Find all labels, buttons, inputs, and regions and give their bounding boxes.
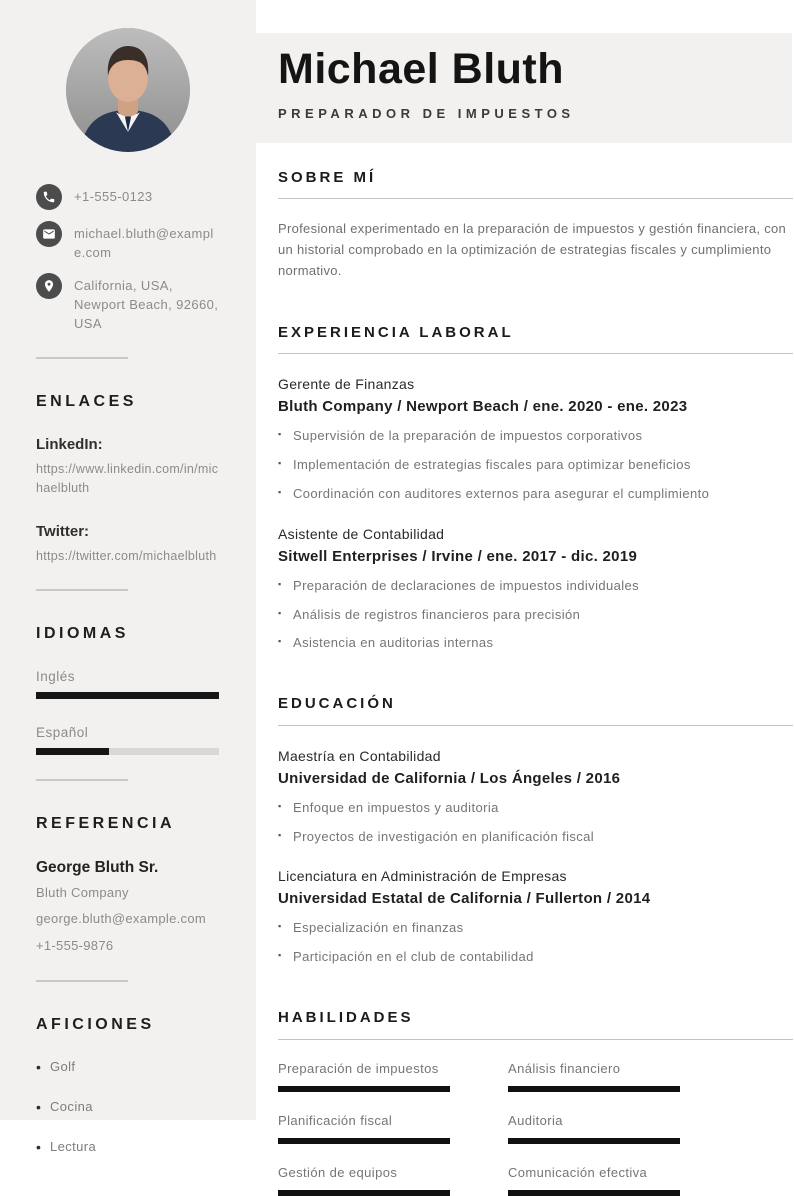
language-name: Inglés (36, 669, 76, 685)
hobby-item: • Golf (36, 1059, 219, 1074)
language-item (36, 669, 219, 699)
phone-icon (36, 184, 62, 210)
skill-level-bar (278, 1086, 450, 1092)
hobby-item: • Lectura (36, 1139, 219, 1154)
skill-name: Preparación de impuestos (278, 1060, 439, 1076)
skill-item (278, 1165, 508, 1196)
skill-name: Comunicación efectiva (508, 1164, 648, 1180)
link-item-twitter (36, 523, 219, 566)
section-rule (278, 353, 793, 354)
degree-bullet: ▪ Participación en el club de contabilidad (278, 948, 793, 967)
job-bullet-list (278, 577, 793, 654)
skill-level-fill (278, 1190, 450, 1196)
job-bullet: ▪ Implementación de estrategias fiscales para optimizar beneficios (278, 456, 793, 475)
education-heading: EDUCACIÓN (278, 695, 396, 713)
hobby-list (36, 1059, 219, 1154)
language-name: Español (36, 725, 89, 741)
skill-item (508, 1113, 738, 1144)
skill-item (278, 1113, 508, 1144)
linkedin-label: LinkedIn: (36, 436, 103, 453)
language-level-bar (36, 748, 219, 755)
skill-level-fill (508, 1138, 680, 1144)
phone-number: +1-555-0123 (74, 189, 153, 204)
twitter-label: Twitter: (36, 522, 90, 540)
job-meta: Bluth Company / Newport Beach / ene. 2020 - ene. 2023 (278, 398, 688, 416)
language-level-fill (36, 692, 219, 699)
job-entry (278, 526, 793, 654)
job-title-text: Gerente de Finanzas (278, 376, 415, 393)
skills-grid (278, 1040, 793, 1196)
skill-name: Gestión de equipos (278, 1164, 398, 1180)
reference-heading: REFERENCIA (36, 815, 176, 833)
skill-level-bar (278, 1190, 450, 1196)
skills-heading: HABILIDADES (278, 1009, 414, 1027)
hobbies-heading: AFICIONES (36, 1015, 155, 1033)
contact-email-row (36, 221, 219, 262)
education-section (278, 695, 793, 967)
skill-level-fill (278, 1086, 450, 1092)
degree-entry (278, 748, 793, 847)
degree-entry (278, 868, 793, 967)
degree-bullet: ▪ Enfoque en impuestos y auditoria (278, 799, 793, 818)
skill-level-fill (278, 1138, 450, 1144)
degree-meta: Universidad Estatal de California / Fullerton / 2014 (278, 890, 651, 908)
language-item (36, 725, 219, 755)
job-title-text: Asistente de Contabilidad (278, 525, 445, 542)
main-column (256, 0, 794, 1180)
contact-phone-row (36, 184, 219, 210)
contact-address-row (36, 273, 219, 333)
job-bullet: ▪ Asistencia en auditorias internas (278, 634, 793, 653)
location-icon (36, 273, 62, 299)
avatar (66, 28, 190, 152)
skill-level-bar (508, 1190, 680, 1196)
skills-section (278, 1009, 793, 1195)
skill-level-fill (508, 1190, 680, 1196)
postal-address: California, USA, Newport Beach, 92660, USA (74, 278, 219, 331)
twitter-url[interactable]: https://twitter.com/michaelbluth (36, 548, 217, 563)
job-entry (278, 376, 793, 504)
reference-name: George Bluth Sr. (36, 859, 159, 877)
about-heading: SOBRE MÍ (278, 169, 377, 186)
degree-bullet: ▪ Especialización en finanzas (278, 919, 793, 938)
skill-level-bar (278, 1138, 450, 1144)
link-item-linkedin (36, 436, 219, 498)
degree-title: Licenciatura en Administración de Empresas (278, 868, 567, 885)
person-name: Michael Bluth (278, 45, 565, 93)
job-bullet: ▪ Análisis de registros financieros para precisión (278, 606, 793, 625)
email-icon (36, 221, 62, 247)
reference-email: george.bluth@example.com (36, 911, 206, 927)
about-section (278, 169, 793, 282)
hobby-item: • Cocina (36, 1099, 219, 1114)
links-heading: ENLACES (36, 393, 137, 410)
reference-company: Bluth Company (36, 885, 129, 901)
email-address: michael.bluth@example.com (74, 226, 214, 260)
linkedin-url[interactable]: https://www.linkedin.com/in/michaelbluth (36, 462, 219, 495)
sidebar-divider (36, 779, 128, 781)
job-bullet-list (278, 427, 793, 504)
job-bullet: ▪ Coordinación con auditores externos para asegurar el cumplimiento (278, 485, 793, 504)
skill-name: Análisis financiero (508, 1060, 621, 1076)
sidebar-divider (36, 357, 128, 359)
reference-phone: +1-555-9876 (36, 937, 114, 953)
skill-level-bar (508, 1086, 680, 1092)
about-text: Profesional experimentado en la preparación de impuestos y gestión financiera, con un historial comprobado en la optimización de estrategias fiscales y cumplimiento normativo. (278, 221, 787, 279)
skill-name: Auditoria (508, 1112, 563, 1128)
job-title: PREPARADOR DE IMPUESTOS (278, 106, 575, 121)
skill-level-bar (508, 1138, 680, 1144)
sidebar-divider (36, 980, 128, 982)
contact-section (36, 184, 219, 333)
avatar-photo-graphic (66, 28, 190, 152)
job-bullet: ▪ Supervisión de la preparación de impuestos corporativos (278, 427, 793, 446)
skill-level-fill (508, 1086, 680, 1092)
main-content (256, 169, 794, 1196)
language-level-bar (36, 692, 219, 699)
experience-section (278, 324, 793, 654)
skill-item (278, 1061, 508, 1092)
language-level-fill (36, 748, 109, 755)
degree-bullet-list (278, 799, 793, 847)
section-rule (278, 725, 793, 726)
sidebar (0, 0, 256, 1154)
degree-bullet: ▪ Proyectos de investigación en planificación fiscal (278, 828, 793, 847)
skill-name: Planificación fiscal (278, 1112, 393, 1128)
languages-heading: IDIOMAS (36, 625, 129, 643)
job-meta: Sitwell Enterprises / Irvine / ene. 2017 - dic. 2019 (278, 547, 638, 565)
sidebar-divider (36, 589, 128, 591)
header-band (256, 33, 792, 143)
experience-heading: EXPERIENCIA LABORAL (278, 323, 514, 341)
section-rule (278, 198, 793, 199)
degree-meta: Universidad de California / Los Ángeles / 2016 (278, 769, 621, 787)
degree-title: Maestría en Contabilidad (278, 747, 441, 764)
skill-item (508, 1165, 738, 1196)
job-bullet: ▪ Preparación de declaraciones de impuestos individuales (278, 577, 793, 596)
degree-bullet-list (278, 919, 793, 967)
skill-item (508, 1061, 738, 1092)
